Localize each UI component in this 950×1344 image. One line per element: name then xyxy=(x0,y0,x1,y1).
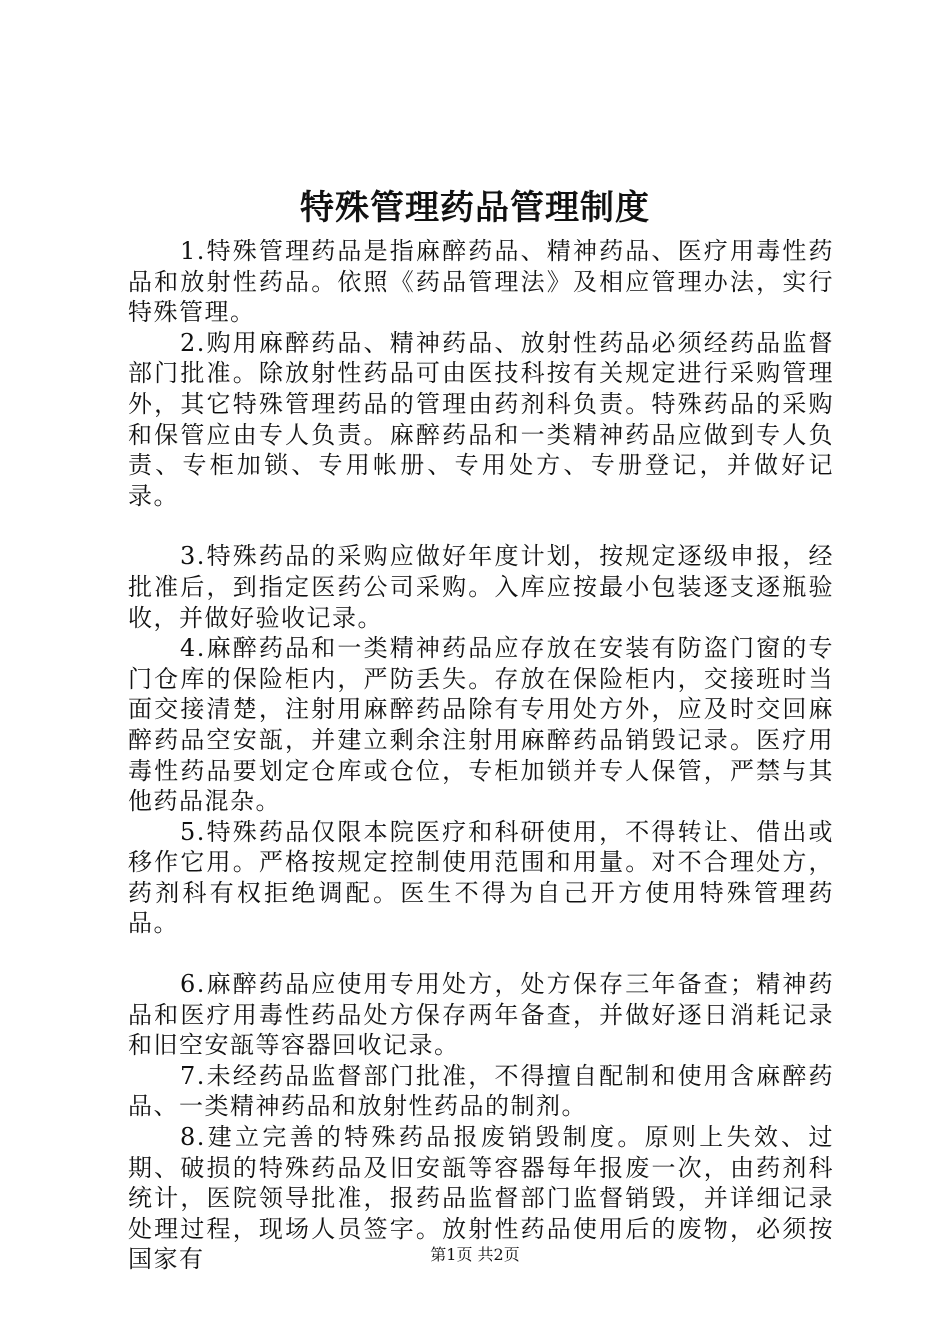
paragraph-5: 5.特殊药品仅限本院医疗和科研使用，不得转让、借出或移作它用。严格按规定控制使用范围和用量。对不合理处方，药剂科有权拒绝调配。医生不得为自己开方使用特殊管理药品。 xyxy=(128,817,834,938)
page-footer: 第1页 共2页 xyxy=(430,1245,520,1264)
paragraph-8: 8.建立完善的特殊药品报废销毁制度。原则上失效、过期、破损的特殊药品及旧安瓿等容器每年报废一次，由药剂科统计，医院领导批准，报药品监督部门监督销毁，并详细记录处理过程，现场人员签字。放射性药品使用后的废物，必须按国家有 xyxy=(128,1123,834,1274)
paragraph-3: 3.特殊药品的采购应做好年度计划，按规定逐级申报，经批准后，到指定医药公司采购。入库应按最小包装逐支逐瓶验收，并做好验收记录。 xyxy=(128,542,834,632)
paragraph-2: 2.购用麻醉药品、精神药品、放射性药品必须经药品监督部门批准。除放射性药品可由医技科按有关规定进行采购管理外，其它特殊管理药品的管理由药剂科负责。特殊药品的采购和保管应由专人负责。麻醉药品和一类精神药品应做到专人负责、专柜加锁、专用帐册、专用处方、专册登记，并做好记录。 xyxy=(128,328,834,510)
paragraph-6: 6.麻醉药品应使用专用处方，处方保存三年备查；精神药品和医疗用毒性药品处方保存两年备查，并做好逐日消耗记录和旧空安瓿等容器回收记录。 xyxy=(128,970,834,1060)
paragraph-4: 4.麻醉药品和一类精神药品应存放在安装有防盗门窗的专门仓库的保险柜内，严防丢失。存放在保险柜内，交接班时当面交接清楚，注射用麻醉药品除有专用处方外，应及时交回麻醉药品空安瓿，并建立剩余注射用麻醉药品销毁记录。医疗用毒性药品要划定仓库或仓位，专柜加锁并专人保管，严禁与其他药品混杂。 xyxy=(128,634,834,816)
document-body xyxy=(128,236,834,1275)
paragraph-7: 7.未经药品监督部门批准，不得擅自配制和使用含麻醉药品、一类精神药品和放射性药品的制剂。 xyxy=(128,1061,834,1121)
document-title: 特殊管理药品管理制度 xyxy=(300,188,650,228)
paragraph-1: 1.特殊管理药品是指麻醉药品、精神药品、医疗用毒性药品和放射性药品。依照《药品管理法》及相应管理办法，实行特殊管理。 xyxy=(128,237,834,327)
